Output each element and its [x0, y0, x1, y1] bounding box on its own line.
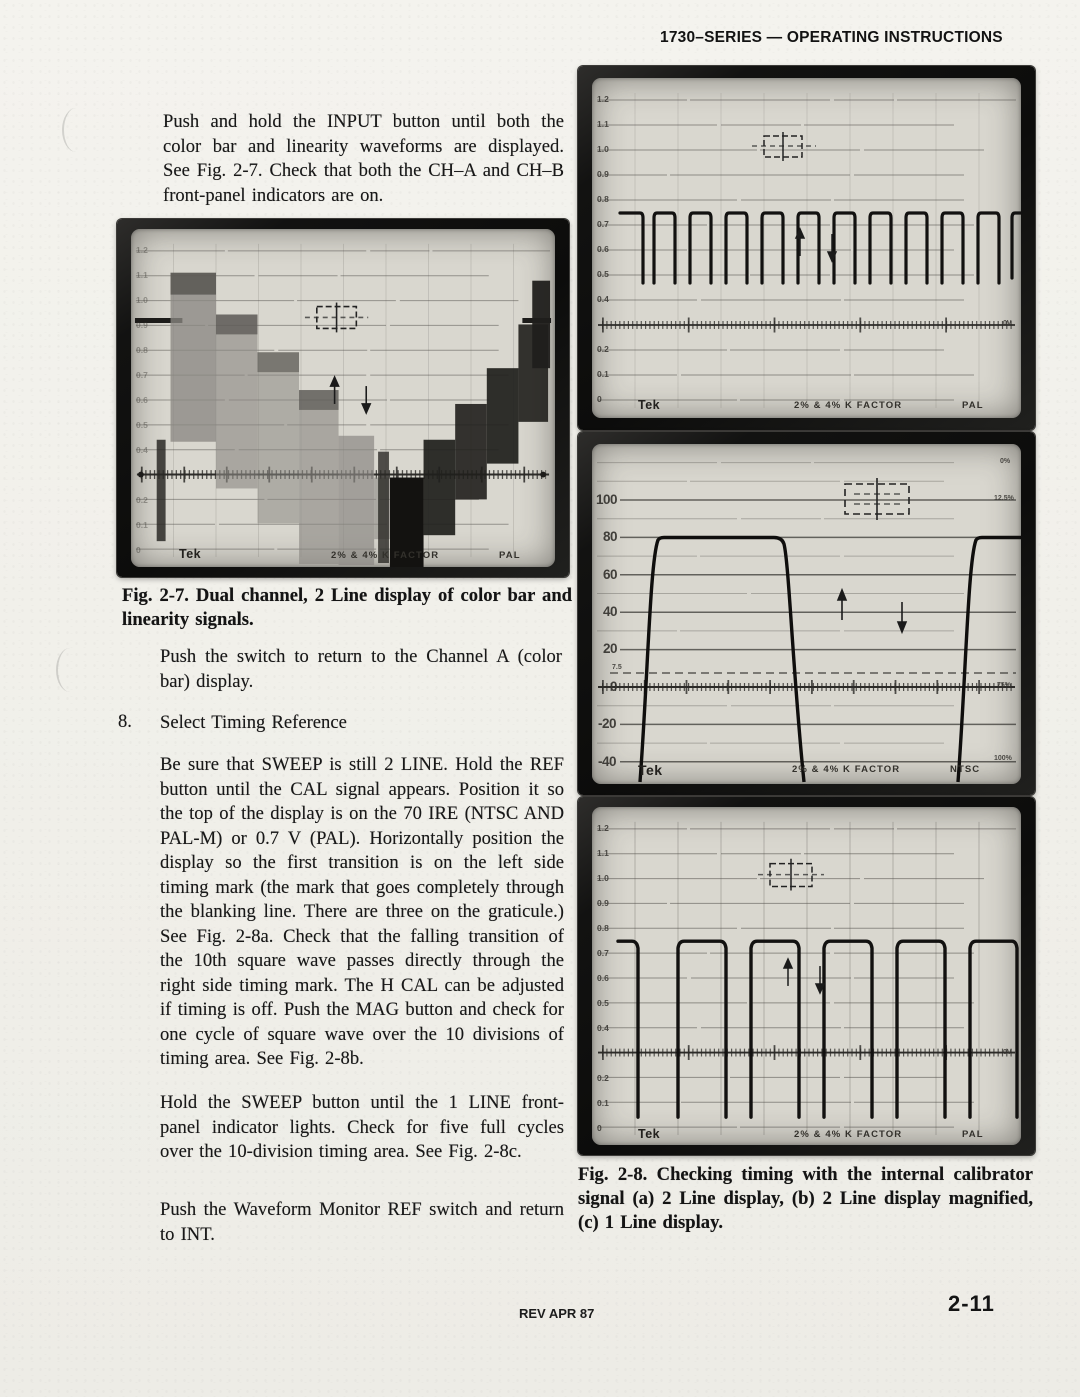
right-scale-label: 0%: [1000, 457, 1011, 465]
square-wave-trace: [618, 941, 1017, 1117]
scale-label: 0: [610, 678, 618, 694]
right-scale-label: 12.5%: [994, 494, 1014, 502]
revision-label: REV APR 87: [519, 1306, 595, 1321]
fig-2-8c-screen: [592, 807, 1021, 1145]
scale-label: 0.7: [136, 370, 148, 380]
scale-label: 0.5: [597, 269, 609, 279]
scale-label: 1.1: [597, 119, 609, 129]
zero-volt-label: 0V: [1003, 1049, 1012, 1056]
page-header-title: 1730–SERIES — OPERATING INSTRUCTIONS: [660, 29, 1003, 46]
scale-label: 0.2: [597, 344, 609, 354]
cursor-marker-box: [845, 478, 909, 520]
scale-label: 100: [596, 491, 618, 507]
scale-label: 0.1: [136, 520, 148, 530]
scale-label: 1.2: [597, 823, 609, 833]
step-number: 8.: [118, 711, 132, 732]
cursor-marker-box: [305, 303, 368, 333]
fig-2-8c-photo: [578, 797, 1035, 1155]
tek-logo: Tek: [638, 761, 663, 778]
paragraph-ref-switch: Push the Waveform Monitor REF switch and return to INT.: [160, 1199, 564, 1245]
paragraph-timing-reference: Be sure that SWEEP is still 2 LINE. Hold the REF button until the CAL signal appears. Position it so the top of the display is on the 70 IRE (NTSC AND PAL-M) or 0.7 V (PAL). Horizontally position the display so the first transition is on the left side timing mark (the mark that goes completely through the blanking line. There are three on the graticule.) See Fig. 2-8a. Check that the falling transition of the 10th square wave passes directly through the right side timing mark. The H CAL can be adjusted if timing is off. Push the MAG button and check for one cycle of square wave over the 10 divisions of timing area. See Fig. 2-8b.: [160, 754, 564, 1069]
standard-label: PAL: [499, 550, 521, 561]
scale-label: 40: [603, 603, 618, 619]
standard-label: PAL: [962, 400, 984, 411]
fig-2-8a-waveform-graticule: [592, 78, 1021, 418]
right-scale-label: 75%: [997, 681, 1012, 689]
scale-label: 0: [597, 394, 602, 404]
standard-label: NTSC: [950, 763, 981, 775]
fig-2-8b-screen: [592, 444, 1021, 784]
kfactor-label: 2% & 4% K FACTOR: [331, 550, 440, 561]
scale-label: 1.1: [136, 270, 148, 280]
step-title: Select Timing Reference: [160, 712, 347, 733]
square-wave-trace: [620, 213, 1021, 283]
paragraph-sweep-button: Hold the SWEEP button until the 1 LINE front-panel indicator lights. Check for five full cycles over the 10-division timing area. See Fig. 2-8c.: [160, 1092, 564, 1163]
scale-label: 0.5: [597, 998, 609, 1008]
paragraph-input-button: Push and hold the INPUT button until both the color bar and linearity waveforms are displayed. See Fig. 2-7. Check that both the CH–A and CH–B front-panel indicators are on.: [163, 111, 564, 206]
scan-artifact: [56, 648, 84, 692]
scale-label: 0.9: [597, 898, 609, 908]
scale-label: 1.0: [597, 873, 609, 883]
scale-label: 0.6: [136, 395, 148, 405]
paragraph-switch-return: Push the switch to return to the Channel A (color bar) display.: [160, 646, 562, 692]
scale-label: 0.8: [597, 194, 609, 204]
fig-2-8a-photo: [578, 66, 1035, 430]
scale-label: 0: [597, 1123, 602, 1133]
scale-label: 1.2: [597, 94, 609, 104]
page-number: 2-11: [948, 1291, 995, 1316]
scale-label: 0.8: [597, 923, 609, 933]
scale-label: 0.1: [597, 1098, 609, 1108]
scale-label: 0.2: [597, 1073, 609, 1083]
fig-2-8b-waveform-graticule: [592, 444, 1021, 784]
fig-2-7-photo: [117, 219, 569, 577]
fig-2-8a-screen: [592, 78, 1021, 418]
scale-label: 1.0: [136, 295, 148, 305]
tek-logo: Tek: [179, 547, 202, 561]
scale-label: 0.4: [136, 445, 148, 455]
scale-label: 0: [136, 545, 141, 555]
scale-label: 1.0: [597, 144, 609, 154]
scale-label: 60: [603, 566, 618, 582]
scale-label: 0.4: [597, 1023, 609, 1033]
scale-label: 1.1: [597, 848, 609, 858]
scale-label: 1.2: [136, 245, 148, 255]
scale-label: 0.6: [597, 973, 609, 983]
scale-label: 0.7: [597, 219, 609, 229]
tek-logo: Tek: [638, 398, 661, 412]
scale-label: 0.5: [136, 420, 148, 430]
scale-label: 0.2: [136, 495, 148, 505]
zero-volt-label: 0V: [1003, 320, 1012, 327]
kfactor-label: 2% & 4% K FACTOR: [792, 763, 901, 775]
scale-label: 80: [603, 528, 618, 544]
scale-label: 20: [603, 640, 618, 656]
scale-label: 0.4: [597, 294, 609, 304]
standard-label: PAL: [962, 1129, 984, 1140]
scale-label: 0.8: [136, 345, 148, 355]
cursor-marker-box: [752, 132, 816, 161]
scale-label: 0.9: [597, 169, 609, 179]
fig-2-7-waveform-graticule: [131, 229, 555, 567]
fig-2-8-caption: Fig. 2-8. Checking timing with the internal calibrator signal (a) 2 Line display, (b) 2 Line display magnified, (c) 1 Line display.: [578, 1164, 1033, 1233]
scale-label: 0.1: [597, 369, 609, 379]
scale-label: -20: [598, 715, 617, 731]
scale-label: 0.9: [136, 320, 148, 330]
setup-level-label: 7.5: [612, 663, 622, 671]
tek-logo: Tek: [638, 1127, 661, 1141]
fig-2-8b-photo: [578, 432, 1035, 795]
scale-label: -40: [598, 753, 617, 769]
fig-2-7-caption: Fig. 2-7. Dual channel, 2 Line display of color bar and linearity signals.: [122, 585, 572, 630]
cursor-marker-box: [758, 859, 824, 891]
scale-label: 0.6: [597, 244, 609, 254]
kfactor-label: 2% & 4% K FACTOR: [794, 1129, 903, 1140]
scale-label: 0.7: [597, 948, 609, 958]
kfactor-label: 2% & 4% K FACTOR: [794, 400, 903, 411]
right-scale-label: 100%: [994, 754, 1012, 762]
fig-2-7-screen: [131, 229, 555, 567]
scan-artifact: [62, 108, 90, 152]
fig-2-8c-waveform-graticule: [592, 807, 1021, 1145]
